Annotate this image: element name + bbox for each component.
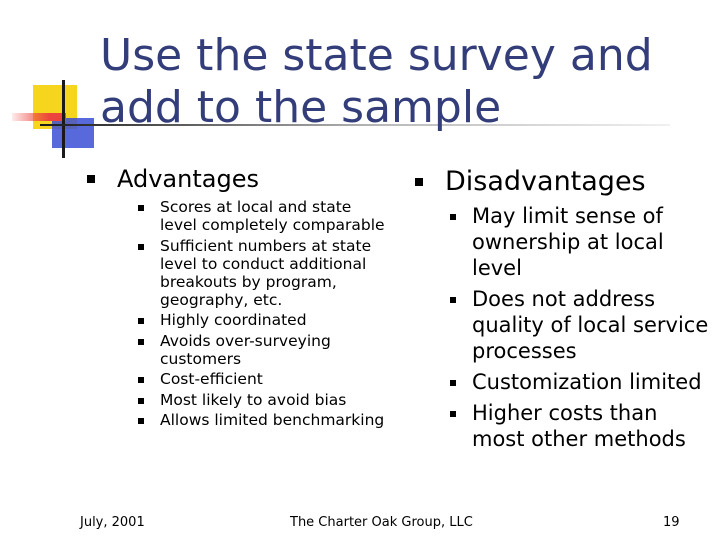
slide-title: Use the state survey and add to the sample: [100, 30, 653, 133]
list-item-text: Allows limited benchmarking: [160, 411, 385, 429]
square-bullet-icon: [138, 418, 144, 424]
square-bullet-icon: [138, 377, 144, 383]
list-item-text: Scores at local and state level completely comparable: [160, 198, 385, 234]
list-item-text: Sufficient numbers at state level to conduct additional breakouts by program, geography, etc.: [160, 236, 372, 309]
list-item-text: Cost-efficient: [160, 370, 263, 388]
list-item: [138, 311, 393, 329]
decorative-red-bar: [12, 113, 66, 121]
advantages-list: [138, 198, 393, 432]
list-item-text: Most likely to avoid bias: [160, 390, 347, 409]
list-item: [450, 203, 712, 281]
list-item: [138, 198, 393, 234]
square-bullet-icon: [138, 244, 144, 250]
list-item: [450, 286, 712, 364]
list-item: [138, 370, 393, 388]
square-bullet-icon: [138, 339, 144, 345]
disadvantages-heading: [415, 166, 646, 197]
list-item-text: Avoids over-surveying customers: [160, 331, 331, 368]
square-bullet-icon: [450, 297, 456, 303]
footer-organization: The Charter Oak Group, LLC: [290, 515, 473, 530]
list-item-text: Does not address quality of local service processes: [472, 287, 709, 363]
decorative-blue-square: [52, 118, 94, 148]
list-item: [450, 400, 712, 452]
square-bullet-icon: [450, 411, 456, 417]
list-item-text: Higher costs than most other methods: [472, 401, 686, 451]
advantages-heading-text: Advantages: [117, 165, 259, 193]
footer-date: July, 2001: [80, 515, 145, 530]
list-item: [138, 332, 393, 368]
list-item: [138, 237, 393, 309]
decorative-vertical-rule: [62, 80, 65, 158]
square-bullet-icon: [415, 178, 423, 186]
footer-page-number: 19: [663, 515, 680, 530]
list-item: [138, 391, 393, 409]
list-item-text: Customization limited: [472, 370, 702, 394]
square-bullet-icon: [138, 318, 144, 324]
square-bullet-icon: [138, 398, 144, 404]
advantages-heading: [87, 165, 259, 193]
disadvantages-heading-text: Disadvantages: [445, 166, 646, 197]
list-item: [450, 369, 712, 395]
square-bullet-icon: [87, 175, 95, 183]
square-bullet-icon: [450, 380, 456, 386]
list-item: [138, 411, 393, 429]
disadvantages-list: [450, 203, 712, 457]
list-item-text: Highly coordinated: [160, 311, 307, 329]
list-item-text: May limit sense of ownership at local level: [472, 204, 664, 280]
square-bullet-icon: [450, 214, 456, 220]
square-bullet-icon: [138, 205, 144, 211]
